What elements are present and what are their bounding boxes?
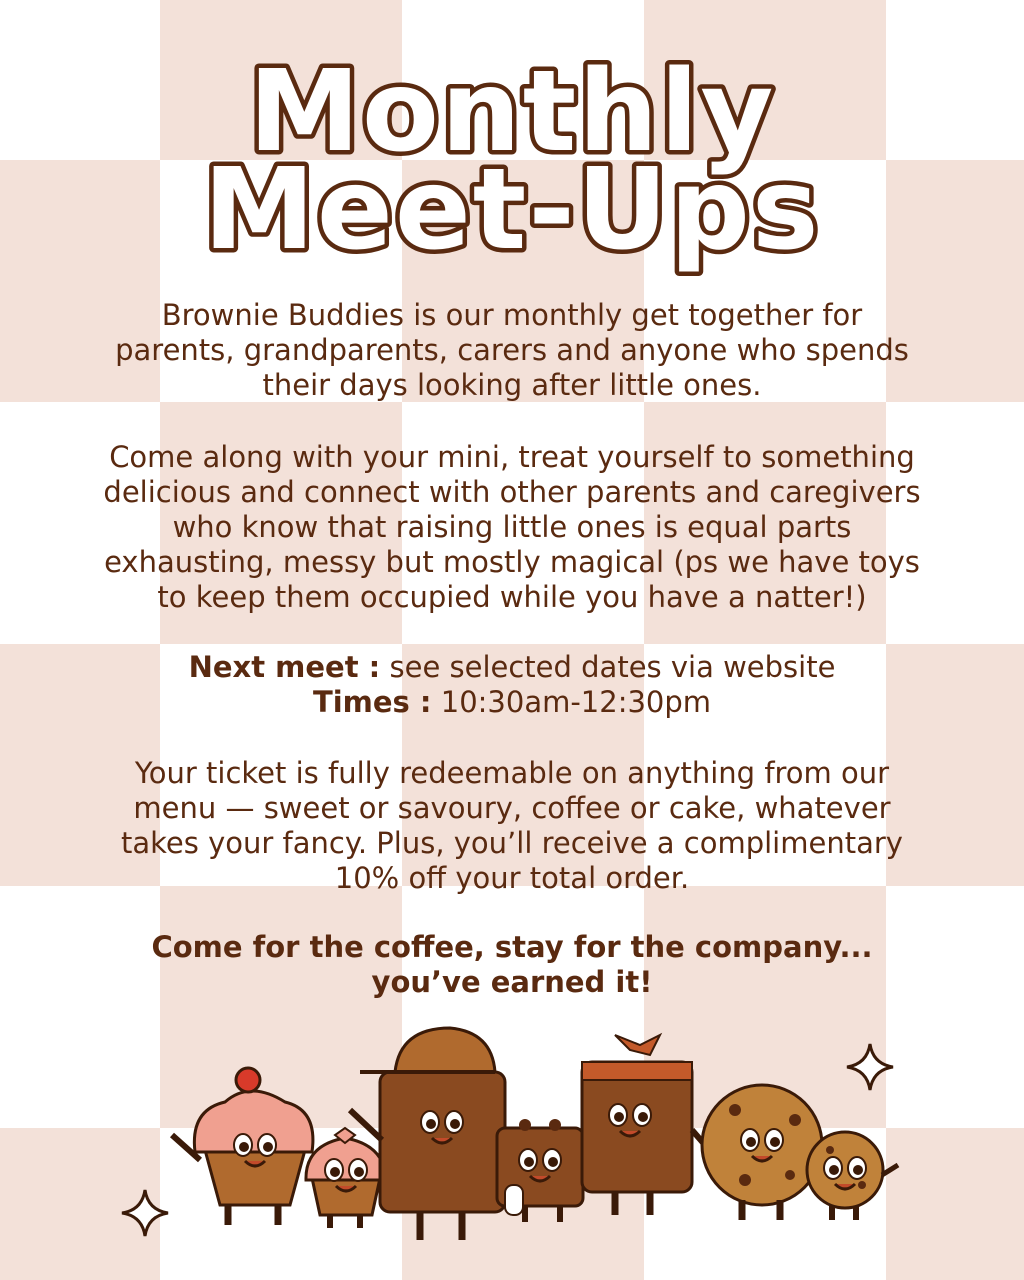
next-meet-label: Next meet :	[188, 650, 381, 684]
ticket-line: takes your fancy. Plus, you’ll receive a complimentary	[121, 826, 903, 860]
brownie-character	[582, 1035, 705, 1215]
details-line: exhausting, messy but mostly magical (ps we have toys	[104, 545, 920, 579]
title-line-1: Monthly	[248, 47, 776, 177]
details-line: to keep them occupied while you have a natter!)	[157, 580, 867, 614]
next-meet-value: see selected dates via website	[389, 650, 836, 684]
closing-tagline	[40, 930, 984, 1000]
brownie-character	[497, 1119, 583, 1222]
closing-line: Come for the coffee, stay for the company...	[151, 930, 873, 964]
ticket-line: 10% off your total order.	[334, 861, 690, 895]
intro-line: parents, grandparents, carers and anyone who spends	[115, 333, 909, 367]
details-line: who know that raising little ones is equal parts	[172, 510, 852, 544]
details-paragraph	[40, 440, 984, 615]
page-title	[0, 0, 1024, 280]
intro-line: Brownie Buddies is our monthly get together for	[161, 298, 863, 332]
schedule-block	[40, 650, 984, 720]
cookie-character	[807, 1132, 898, 1220]
times-label: Times :	[312, 685, 432, 719]
bakery-characters-illustration	[0, 1010, 1024, 1280]
sparkle-icon	[122, 1190, 168, 1236]
ticket-line: Your ticket is fully redeemable on anything from our	[134, 756, 890, 790]
title-line-2: Meet-Ups	[203, 145, 821, 275]
cupcake-character	[306, 1128, 386, 1228]
details-line: delicious and connect with other parents and caregivers	[103, 475, 921, 509]
ticket-line: menu — sweet or savoury, coffee or cake, whatever	[133, 791, 891, 825]
times-value: 10:30am-12:30pm	[440, 685, 712, 719]
cookie-character	[702, 1085, 822, 1220]
intro-line: their days looking after little ones.	[262, 368, 762, 402]
cupcake-character	[172, 1068, 313, 1225]
closing-line: you’ve earned it!	[371, 965, 653, 999]
intro-paragraph	[40, 298, 984, 403]
details-line: Come along with your mini, treat yourself to something	[109, 440, 915, 474]
ticket-paragraph	[40, 756, 984, 896]
sparkle-icon	[847, 1044, 893, 1090]
